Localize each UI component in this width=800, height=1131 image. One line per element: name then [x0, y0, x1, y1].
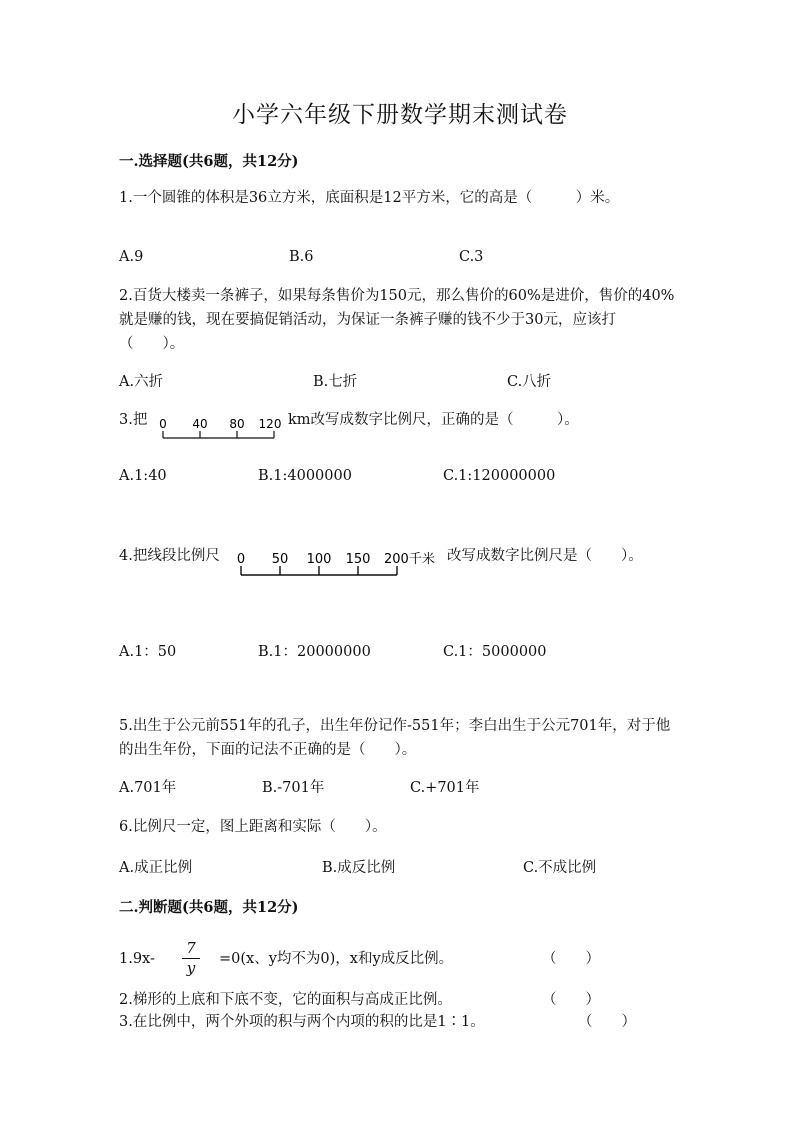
fraction-numerator: 7 — [186, 939, 196, 957]
question-1-text: 1.一个圆锥的体积是36立方米，底面积是12平方米，它的高是（ ）米。 — [119, 190, 620, 206]
judge-1-answer-bracket: （ ） — [542, 951, 600, 967]
question-1-option-c: C.3 — [459, 249, 484, 265]
judge-1-prefix: 1.9x- — [119, 951, 155, 967]
question-6-option-c: C.不成比例 — [523, 860, 597, 876]
page-title: 小学六年级下册数学期末测试卷 — [232, 102, 568, 128]
judge-2-text: 2.梯形的上底和下底不变，它的面积与高成正比例。 — [119, 992, 452, 1008]
scale-tick-label: 80 — [229, 417, 245, 431]
scale-tick-label: 100 — [306, 552, 332, 567]
question-5-text: 5.出生于公元前551年的孔子，出生年份记作-551年；李白出生于公元701年，对于他的出生年份，下面的记法不正确的是（ ）。 — [119, 718, 671, 758]
question-4-suffix: 改写成数字比例尺是（ ）。 — [447, 548, 643, 564]
section-choice-heading: 一.选择题(共6题，共12分) — [119, 153, 299, 170]
judge-1-suffix: =0(x、y均不为0)，x和y成反比例。 — [219, 951, 454, 967]
question-1-option-a: A.9 — [119, 249, 144, 265]
fraction-denominator: y — [186, 959, 196, 977]
question-6-option-b: B.成反比例 — [322, 860, 396, 876]
line-scale-km — [156, 414, 286, 444]
scale-tick-label: 0 — [159, 417, 167, 431]
judge-3-answer-bracket: （ ） — [578, 1014, 636, 1030]
question-4-prefix: 4.把线段比例尺 — [119, 548, 220, 564]
question-3-option-a: A.1:40 — [119, 468, 167, 484]
question-5-option-c: C.+701年 — [410, 780, 480, 796]
question-4-option-c: C.1：5000000 — [443, 644, 547, 660]
question-4-option-a: A.1：50 — [119, 644, 177, 660]
question-2-text: 2.百货大楼卖一条裤子，如果每条售价为150元，那么售价的60%是进价，售价的40%就是赚的钱，现在要搞促销活动，为保证一条裤子赚的钱不少于30元，应该打（ ）。 — [119, 288, 675, 352]
question-6-text: 6.比例尺一定，图上距离和实际（ ）。 — [119, 819, 387, 835]
question-3-option-b: B.1:4000000 — [258, 468, 352, 484]
question-3-suffix: km改写成数字比例尺，正确的是（ ）。 — [288, 412, 579, 428]
question-2-option-b: B.七折 — [313, 374, 358, 390]
question-5-option-b: B.-701年 — [262, 780, 325, 796]
scale-tick-label: 200千米 — [384, 552, 435, 567]
question-4-option-b: B.1：20000000 — [258, 644, 371, 660]
judge-2-answer-bracket: （ ） — [542, 992, 600, 1008]
question-5-option-a: A.701年 — [119, 780, 177, 796]
question-3-option-c: C.1:120000000 — [443, 468, 556, 484]
scale-tick-label: 50 — [271, 552, 289, 567]
scale-tick-label: 120 — [258, 417, 282, 431]
scale-tick-label: 0 — [236, 552, 246, 567]
judge-3-text: 3.在比例中，两个外项的积与两个内项的积的比是1∶1。 — [119, 1014, 485, 1030]
line-scale-qianmi — [232, 548, 447, 584]
section-judge-heading: 二.判断题(共6题，共12分) — [119, 899, 299, 916]
question-2-option-c: C.八折 — [507, 374, 552, 390]
question-2-option-a: A.六折 — [119, 374, 164, 390]
question-3-prefix: 3.把 — [119, 412, 148, 428]
question-6-option-a: A.成正比例 — [119, 860, 193, 876]
scale-tick-label: 40 — [192, 417, 208, 431]
scale-tick-label: 150 — [345, 552, 371, 567]
question-1-option-b: B.6 — [289, 249, 314, 265]
